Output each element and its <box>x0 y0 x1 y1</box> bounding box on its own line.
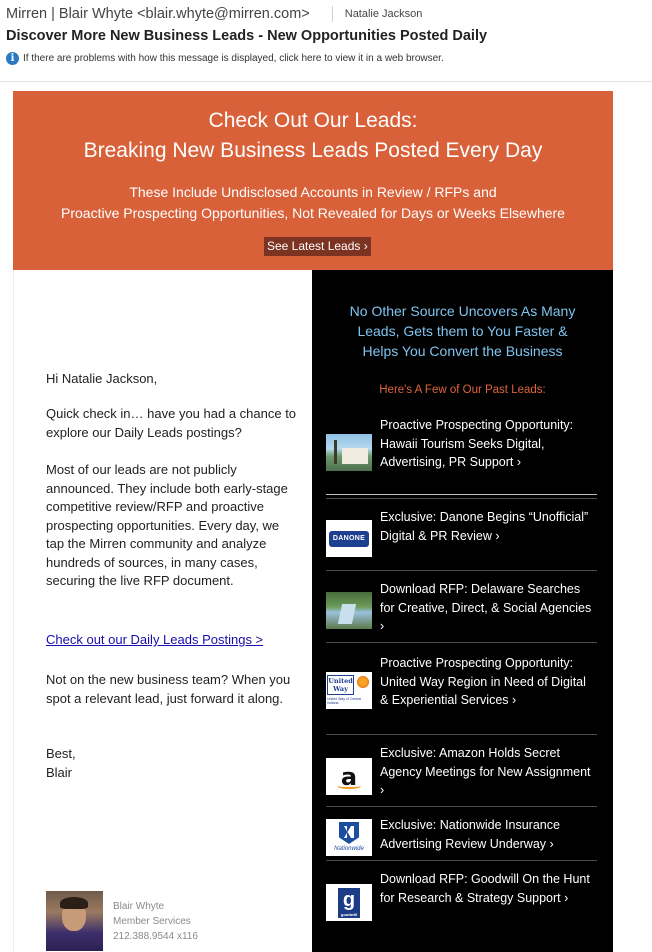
amazon-logo-icon <box>326 758 372 795</box>
lead-text[interactable]: Exclusive: Nationwide Insurance Advertising Review Underway › <box>380 818 560 851</box>
lead-text[interactable]: Proactive Prospecting Opportunity: Hawaii Tourism Seeks Digital, Advertising, PR Support › <box>380 418 574 470</box>
lead-divider <box>326 860 597 861</box>
lead-text[interactable]: Download RFP: Delaware Searches for Creative, Direct, & Social Agencies › <box>380 582 592 634</box>
sidebar-subheading: Here's A Few of Our Past Leads: <box>379 384 546 396</box>
sender[interactable]: Mirren | Blair Whyte <blair.whyte@mirren.com> <box>6 6 310 22</box>
banner-title-line1: Check Out Our Leads: <box>208 109 418 132</box>
paragraph-1: Quick check in… have you had a chance to explore our Daily Leads postings? <box>46 406 297 440</box>
goodwill-mark <box>338 888 360 918</box>
closing-best: Best, <box>46 746 76 761</box>
amazon-letter: a <box>340 762 358 791</box>
palm-tree-shape <box>334 440 337 464</box>
united-way-fineprint: United Way of Central Indiana <box>327 697 362 705</box>
lead-danone[interactable] <box>326 508 598 564</box>
lead-divider <box>326 734 597 735</box>
lead-nationwide[interactable] <box>326 816 598 854</box>
header-sender-row <box>6 4 422 24</box>
lead-text[interactable]: Exclusive: Danone Begins “Unofficial” Digital & PR Review › <box>380 510 589 543</box>
letter-column <box>13 270 312 952</box>
hero-banner <box>13 91 613 270</box>
paragraph-3: Not on the new business team? When you spot a relevant lead, just forward it along. <box>46 672 291 706</box>
danone-logo-mark: DANONE <box>329 531 369 547</box>
united-way-logo-icon <box>326 672 372 709</box>
lead-goodwill[interactable] <box>326 870 598 926</box>
message-header <box>0 0 652 82</box>
banner-title-line2: Breaking New Business Leads Posted Every Day <box>83 139 543 162</box>
goodwill-letter: g <box>342 888 356 911</box>
goodwill-logo-icon <box>326 884 372 921</box>
banner-subtitle-line1: These Include Undisclosed Accounts in Review / RFPs and <box>129 184 497 200</box>
lead-text[interactable]: Proactive Prospecting Opportunity: United Way Region in Need of Digital & Experiential Services › <box>380 656 586 708</box>
signature-phone: 212.388.9544 x116 <box>113 931 198 942</box>
waterfall-shape <box>338 604 356 624</box>
danone-logo-icon <box>326 520 372 557</box>
amazon-smile-shape <box>337 783 361 789</box>
signature-name: Blair Whyte <box>113 901 165 912</box>
avatar <box>46 891 103 951</box>
sidebar-heading: No Other Source Uncovers As Many Leads, Gets them to You Faster & Helps You Convert the Business <box>349 303 576 359</box>
lead-united-way[interactable] <box>326 654 598 729</box>
lead-divider <box>326 494 597 495</box>
lead-hawaii[interactable] <box>326 416 598 491</box>
banner-subtitle-line2: Proactive Prospecting Opportunities, Not Revealed for Days or Weeks Elsewhere <box>61 205 565 221</box>
lead-divider <box>326 806 597 807</box>
building-shape <box>342 448 368 464</box>
lead-divider <box>326 642 597 643</box>
delaware-photo-icon <box>326 592 372 629</box>
lead-amazon[interactable] <box>326 744 598 800</box>
lead-delaware[interactable] <box>326 580 598 636</box>
info-icon: i <box>6 52 19 65</box>
paragraph-2: Most of our leads are not publicly announced. They include both early-stage competitive review/RFP and proactive prospecting opportunities. Every day, we tap the Mirren community and analyze hundreds of sources, in many cases, securing the live RFP document. <box>46 462 288 588</box>
display-warning-text[interactable]: If there are problems with how this message is displayed, click here to view it in a web browser. <box>23 53 444 64</box>
email-body <box>13 91 613 952</box>
lead-divider <box>326 570 597 571</box>
nationwide-logo-icon <box>326 819 372 856</box>
nationwide-wordmark: Nationwide <box>334 846 364 852</box>
display-warning-bar[interactable] <box>6 52 444 65</box>
lead-text[interactable]: Exclusive: Amazon Holds Secret Agency Meetings for New Assignment › <box>380 746 591 798</box>
united-way-wordmark: United Way <box>328 677 353 693</box>
signature-title: Member Services <box>113 916 191 927</box>
closing-name: Blair <box>46 765 73 780</box>
subject: Discover More New Business Leads - New Opportunities Posted Daily <box>6 28 488 44</box>
daily-leads-link[interactable]: Check out our Daily Leads Postings > <box>46 632 264 647</box>
lead-text[interactable]: Download RFP: Goodwill On the Hunt for Research & Strategy Support › <box>380 872 590 905</box>
hawaii-photo-icon <box>326 434 372 471</box>
lead-divider <box>326 498 597 499</box>
nationwide-eagle-shape <box>339 822 359 844</box>
united-way-sun-icon <box>356 675 370 689</box>
greeting: Hi Natalie Jackson, <box>46 371 158 386</box>
recipient[interactable]: Natalie Jackson <box>344 8 423 20</box>
goodwill-tag: goodwill <box>340 911 358 917</box>
see-latest-leads-button[interactable]: See Latest Leads › <box>264 237 371 256</box>
header-divider <box>332 6 333 22</box>
past-leads-sidebar <box>312 270 613 952</box>
avatar-hair <box>60 897 88 909</box>
